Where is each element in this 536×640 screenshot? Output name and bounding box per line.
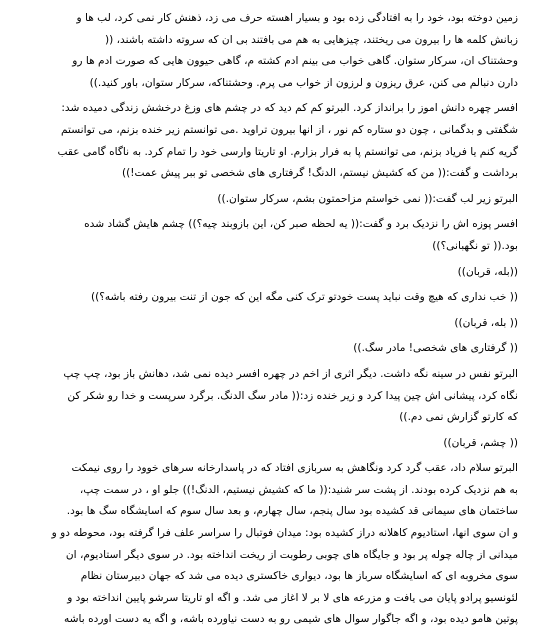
text-line: البرتو نفس در سینه نگه داشت. دیگر اثری از اخم در چهره افسر دیده نمی شد، دهانش باز بود، چپ چپ xyxy=(63,367,518,380)
text-line: (( گرفتاری های شخصی! مادر سگ.)) xyxy=(353,342,518,355)
paragraph-11 xyxy=(18,458,518,631)
text-line: پوتین هامو دیده بود، و اگه جاگوار سوال های شیمی رو به دست نیاورده باشه، و اگه یه دست اورده باشه xyxy=(64,613,518,626)
document-page xyxy=(18,8,518,635)
text-line: به هم نزدیک کرده بودند. از پشت سر شنید:(( ما که کشیش نیستیم، الدنگ!)) جلو او ، در سمت چپ، xyxy=(79,483,518,496)
paragraph-4 xyxy=(18,214,518,257)
text-line: البرتو سلام داد، عقب گرد کرد ونگاهش به سربازی افتاد که در پاسدارخانه سرهای خوود را روی نیمکت xyxy=(71,462,518,475)
text-line: (( چشم، قربان)) xyxy=(443,436,518,449)
paragraph-10 xyxy=(18,433,518,455)
text-line: ((بله، قربان)) xyxy=(457,265,518,278)
text-line: نگاه کرد، پیشانی اش چین پیدا کرد و زیر خنده زد:(( مادر سگ الدنگ. برگرد سرپست و خدا رو شکر کن xyxy=(67,389,518,402)
text-line: افسر چهره دانش اموز را برانداز کرد. البرتو کم کم دید که در چشم های وزغ درخشش زندگی دمیده شد: xyxy=(61,102,518,115)
paragraph-2 xyxy=(18,98,518,184)
text-line: زمین دوخته بود، خود را به افتادگی زده بود و بسیار اهسته حرف می زد، ذهنش کار نمی کرد، لب ها و xyxy=(76,12,518,24)
paragraph-9 xyxy=(18,364,518,429)
text-line: بود.(( تو نگهبانی؟)) xyxy=(432,239,518,252)
text-line: که کارتو گزارش نمی دم.)) xyxy=(399,411,518,424)
text-line: و ان سوی انها، استادیوم کاهلانه دراز کشیده بود: میدان فوتبال را سراسر علف فرا گرفته بود، محوطه دو و xyxy=(51,527,518,540)
text-line: لئونسیو پرادو پایان می یافت و مزرعه های لا بر لا اغاز می شد. و اگه او تاریتا سرشو پایین انداخته بود و xyxy=(67,591,518,604)
text-line: گریه کنم یا فریاد بزنم، می توانستم پا به فرار بزارم. او تاریتا وارسی خود را تمام کرد. به ناگاه گامی عقب xyxy=(57,145,518,158)
paragraph-6 xyxy=(18,287,518,309)
text-line: افسر پوزه اش را نزدیک برد و گفت:(( یه لحظه صبر کن، این بازوبند چیه؟)) چشم هایش گشاد شده xyxy=(84,218,518,231)
text-line: (( خب نداری که هیچ وقت نباید پست خودتو ترک کنی مگه این که جون از تنت بیرون رفته باشه؟)) xyxy=(90,291,518,304)
text-line: وحشتناک ان، سرکار ستوان. گاهی خواب می بینم ادم کشته م، گاهی حیوون هایی که صورت ادم ها رو xyxy=(72,55,518,68)
text-line: سوی مخروبه ای که اسایشگاه سرباز ها بود، دیواری خاکستری دیده می شد که جهان دبیرستان نظام xyxy=(80,570,518,583)
text-line: زبانش کلمه ها را بیرون می ریختند، چیزهایی به هم می بافتند بی ان که سروته داشته باشند، (( xyxy=(104,33,518,46)
paragraph-1 xyxy=(18,8,518,94)
paragraph-8 xyxy=(18,338,518,360)
text-line: شگفتی و بدگمانی ، چون دو ستاره کم نور ، از انها بیرون تراوید .می توانستم زیر خنده بزنم، می توانستم xyxy=(60,123,518,136)
text-line: میدانی از چاله چوله پر بود و جایگاه های چوبی رطوبت از ریخت انداخته بود. در سوی دیگر استادیوم، ان xyxy=(65,548,518,561)
paragraph-5 xyxy=(18,262,518,284)
text-line: برداشت و گفت:(( من که کشیش نیستم، الدنگ! گرفتاری های شخصی تو ببر پیش عمت!)) xyxy=(121,167,518,180)
paragraph-7 xyxy=(18,313,518,335)
text-line: (( بله، قربان)) xyxy=(454,316,518,329)
text-line: ساختمان های سیمانی قد کشیده بود سال پنجم، سال چهارم، و بعد سال سوم که اسایشگاه سگ ها بود. xyxy=(66,505,518,518)
text-line: دارن دنبالم می کنن، عرق ریزون و لرزون از خواب می پرم. وحشتناکه، سرکار ستوان، باور کنید.)) xyxy=(89,76,518,89)
text-line: البرتو زیر لب گفت:(( نمی خواستم مزاحمتون بشم، سرکار ستوان.)) xyxy=(217,192,518,205)
paragraph-3 xyxy=(18,189,518,211)
